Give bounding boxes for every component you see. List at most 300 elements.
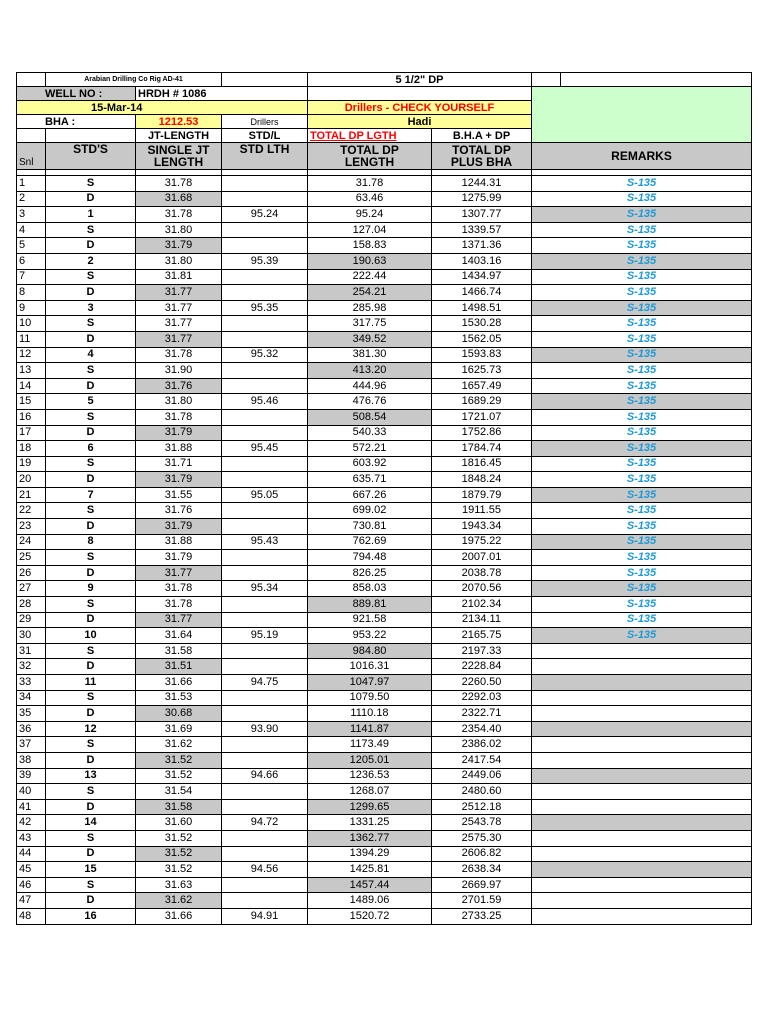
stand-cell: D bbox=[46, 612, 136, 628]
remark-cell: S-135 bbox=[532, 285, 752, 301]
total-plus-bha-cell: 1975.22 bbox=[432, 534, 532, 550]
total-dp-bha-header-line2: PLUS BHA bbox=[450, 155, 513, 169]
total-dp-cell: 381.30 bbox=[308, 347, 432, 363]
stand-cell: 16 bbox=[46, 908, 136, 924]
remark-cell: S-135 bbox=[532, 456, 752, 472]
joint-length-cell: 31.66 bbox=[136, 908, 222, 924]
remark-cell: S-135 bbox=[532, 597, 752, 613]
stand-length-cell bbox=[222, 269, 308, 285]
stand-length-cell bbox=[222, 191, 308, 207]
remark-cell: S-135 bbox=[532, 269, 752, 285]
joint-length-cell: 31.80 bbox=[136, 253, 222, 269]
serial-cell: 16 bbox=[17, 409, 46, 425]
table-row bbox=[17, 846, 752, 862]
stds-header: STD'S bbox=[46, 143, 136, 170]
total-dp-cell: 953.22 bbox=[308, 628, 432, 644]
stand-cell: S bbox=[46, 316, 136, 332]
total-dp-cell: 1110.18 bbox=[308, 706, 432, 722]
stand-length-cell bbox=[222, 331, 308, 347]
remarks-header: REMARKS bbox=[532, 143, 752, 170]
serial-cell: 20 bbox=[17, 472, 46, 488]
remark-cell: S-135 bbox=[532, 176, 752, 192]
total-plus-bha-cell: 2543.78 bbox=[432, 815, 532, 831]
drillers-label: Drillers bbox=[222, 115, 308, 129]
joint-length-cell: 31.69 bbox=[136, 721, 222, 737]
stand-length-cell: 94.72 bbox=[222, 815, 308, 831]
table-row bbox=[17, 830, 752, 846]
total-dp-cell: 1016.31 bbox=[308, 659, 432, 675]
well-no-value: HRDH # 1086 bbox=[136, 87, 308, 101]
total-dp-cell: 699.02 bbox=[308, 503, 432, 519]
serial-cell: 44 bbox=[17, 846, 46, 862]
stand-length-cell bbox=[222, 316, 308, 332]
joint-length-cell: 31.79 bbox=[136, 519, 222, 535]
remark-cell bbox=[532, 862, 752, 878]
remark-cell: S-135 bbox=[532, 472, 752, 488]
table-row bbox=[17, 191, 752, 207]
serial-cell: 13 bbox=[17, 363, 46, 379]
joint-length-cell: 31.51 bbox=[136, 659, 222, 675]
serial-cell: 18 bbox=[17, 441, 46, 457]
serial-cell: 15 bbox=[17, 394, 46, 410]
bha-label: BHA : bbox=[17, 115, 136, 129]
total-dp-cell: 63.46 bbox=[308, 191, 432, 207]
stand-length-cell bbox=[222, 830, 308, 846]
total-plus-bha-cell: 1625.73 bbox=[432, 363, 532, 379]
single-jt-header-line2: LENGTH bbox=[153, 155, 204, 169]
total-dp-header bbox=[308, 143, 432, 170]
stand-cell: S bbox=[46, 269, 136, 285]
joint-length-cell: 31.80 bbox=[136, 394, 222, 410]
table-row bbox=[17, 347, 752, 363]
total-plus-bha-cell: 2733.25 bbox=[432, 908, 532, 924]
table-row bbox=[17, 643, 752, 659]
total-plus-bha-cell: 2480.60 bbox=[432, 784, 532, 800]
table-row bbox=[17, 409, 752, 425]
total-dp-cell: 1047.97 bbox=[308, 675, 432, 691]
stand-length-cell bbox=[222, 877, 308, 893]
remark-cell bbox=[532, 830, 752, 846]
total-plus-bha-cell: 1371.36 bbox=[432, 238, 532, 254]
stand-cell: S bbox=[46, 503, 136, 519]
jt-length-label: JT-LENGTH bbox=[136, 129, 222, 143]
serial-cell: 26 bbox=[17, 565, 46, 581]
serial-cell: 41 bbox=[17, 799, 46, 815]
remark-cell: S-135 bbox=[532, 207, 752, 223]
stand-length-cell: 94.56 bbox=[222, 862, 308, 878]
total-dp-cell: 1362.77 bbox=[308, 830, 432, 846]
total-dp-cell: 508.54 bbox=[308, 409, 432, 425]
remark-cell: S-135 bbox=[532, 394, 752, 410]
total-dp-cell: 317.75 bbox=[308, 316, 432, 332]
stand-length-cell: 95.39 bbox=[222, 253, 308, 269]
stand-length-cell bbox=[222, 409, 308, 425]
joint-length-cell: 31.54 bbox=[136, 784, 222, 800]
total-plus-bha-cell: 1943.34 bbox=[432, 519, 532, 535]
stand-cell: D bbox=[46, 425, 136, 441]
serial-cell: 6 bbox=[17, 253, 46, 269]
total-plus-bha-cell: 1689.29 bbox=[432, 394, 532, 410]
total-dp-cell: 190.63 bbox=[308, 253, 432, 269]
serial-cell: 31 bbox=[17, 643, 46, 659]
table-row bbox=[17, 472, 752, 488]
stand-length-cell bbox=[222, 659, 308, 675]
bha-dp-label: B.H.A + DP bbox=[432, 129, 532, 143]
table-row bbox=[17, 503, 752, 519]
stand-cell: S bbox=[46, 409, 136, 425]
joint-length-cell: 31.71 bbox=[136, 456, 222, 472]
joint-length-cell: 31.77 bbox=[136, 300, 222, 316]
serial-cell: 1 bbox=[17, 176, 46, 192]
total-dp-cell: 1489.06 bbox=[308, 893, 432, 909]
remark-cell bbox=[532, 815, 752, 831]
serial-cell: 12 bbox=[17, 347, 46, 363]
total-dp-cell: 730.81 bbox=[308, 519, 432, 535]
stand-cell: S bbox=[46, 550, 136, 566]
serial-cell: 45 bbox=[17, 862, 46, 878]
total-dp-cell: 1141.87 bbox=[308, 721, 432, 737]
stand-cell: 11 bbox=[46, 675, 136, 691]
remark-cell bbox=[532, 768, 752, 784]
joint-length-cell: 31.52 bbox=[136, 752, 222, 768]
joint-length-cell: 31.77 bbox=[136, 285, 222, 301]
stand-length-cell bbox=[222, 565, 308, 581]
serial-cell: 28 bbox=[17, 597, 46, 613]
remark-cell bbox=[532, 659, 752, 675]
total-dp-cell: 222.44 bbox=[308, 269, 432, 285]
total-plus-bha-cell: 2134.11 bbox=[432, 612, 532, 628]
remark-cell bbox=[532, 877, 752, 893]
total-dp-cell: 127.04 bbox=[308, 222, 432, 238]
joint-length-cell: 31.76 bbox=[136, 378, 222, 394]
serial-cell: 25 bbox=[17, 550, 46, 566]
total-plus-bha-cell: 1752.86 bbox=[432, 425, 532, 441]
joint-length-cell: 31.77 bbox=[136, 565, 222, 581]
remark-cell bbox=[532, 846, 752, 862]
remark-cell bbox=[532, 784, 752, 800]
total-dp-cell: 1205.01 bbox=[308, 752, 432, 768]
remark-cell bbox=[532, 799, 752, 815]
stand-cell: S bbox=[46, 643, 136, 659]
stand-cell: 5 bbox=[46, 394, 136, 410]
stand-cell: 9 bbox=[46, 581, 136, 597]
stand-cell: 4 bbox=[46, 347, 136, 363]
remark-cell: S-135 bbox=[532, 441, 752, 457]
total-plus-bha-cell: 1403.16 bbox=[432, 253, 532, 269]
total-dp-header-line2: LENGTH bbox=[344, 155, 395, 169]
total-dp-cell: 1425.81 bbox=[308, 862, 432, 878]
table-row bbox=[17, 363, 752, 379]
joint-length-cell: 31.58 bbox=[136, 643, 222, 659]
serial-cell: 36 bbox=[17, 721, 46, 737]
total-dp-cell: 572.21 bbox=[308, 441, 432, 457]
table-row bbox=[17, 565, 752, 581]
total-plus-bha-cell: 1721.07 bbox=[432, 409, 532, 425]
joint-length-cell: 31.78 bbox=[136, 409, 222, 425]
table-row bbox=[17, 441, 752, 457]
serial-cell: 10 bbox=[17, 316, 46, 332]
stand-length-cell bbox=[222, 456, 308, 472]
stand-length-cell bbox=[222, 378, 308, 394]
remark-cell bbox=[532, 643, 752, 659]
joint-length-cell: 31.52 bbox=[136, 862, 222, 878]
total-dp-cell: 921.58 bbox=[308, 612, 432, 628]
table-row bbox=[17, 394, 752, 410]
joint-length-cell: 31.53 bbox=[136, 690, 222, 706]
green-note-box bbox=[532, 87, 752, 143]
remark-cell bbox=[532, 752, 752, 768]
total-dp-cell: 762.69 bbox=[308, 534, 432, 550]
remark-cell: S-135 bbox=[532, 300, 752, 316]
total-dp-cell: 1299.65 bbox=[308, 799, 432, 815]
joint-length-cell: 31.55 bbox=[136, 487, 222, 503]
serial-cell: 42 bbox=[17, 815, 46, 831]
joint-length-cell: 31.62 bbox=[136, 893, 222, 909]
stand-length-cell bbox=[222, 425, 308, 441]
total-plus-bha-cell: 2669.97 bbox=[432, 877, 532, 893]
total-dp-cell: 31.78 bbox=[308, 176, 432, 192]
stand-length-cell: 95.35 bbox=[222, 300, 308, 316]
total-dp-cell: 1394.29 bbox=[308, 846, 432, 862]
table-row bbox=[17, 253, 752, 269]
joint-length-cell: 31.58 bbox=[136, 799, 222, 815]
table-row bbox=[17, 690, 752, 706]
stand-cell: 13 bbox=[46, 768, 136, 784]
table-row bbox=[17, 752, 752, 768]
serial-cell: 46 bbox=[17, 877, 46, 893]
total-plus-bha-cell: 1244.31 bbox=[432, 176, 532, 192]
joint-length-cell: 31.81 bbox=[136, 269, 222, 285]
stand-cell: 3 bbox=[46, 300, 136, 316]
remark-cell: S-135 bbox=[532, 487, 752, 503]
stand-cell: S bbox=[46, 690, 136, 706]
total-plus-bha-cell: 1307.77 bbox=[432, 207, 532, 223]
joint-length-cell: 31.79 bbox=[136, 238, 222, 254]
serial-cell: 4 bbox=[17, 222, 46, 238]
table-row bbox=[17, 862, 752, 878]
table-row bbox=[17, 784, 752, 800]
total-dp-cell: 95.24 bbox=[308, 207, 432, 223]
stand-cell: 6 bbox=[46, 441, 136, 457]
stand-length-cell bbox=[222, 846, 308, 862]
stand-cell: 1 bbox=[46, 207, 136, 223]
remark-cell: S-135 bbox=[532, 628, 752, 644]
remark-cell: S-135 bbox=[532, 565, 752, 581]
remark-cell: S-135 bbox=[532, 316, 752, 332]
stand-cell: S bbox=[46, 737, 136, 753]
std-l-label: STD/L bbox=[222, 129, 308, 143]
total-dp-cell: 635.71 bbox=[308, 472, 432, 488]
stand-cell: 2 bbox=[46, 253, 136, 269]
stand-cell: D bbox=[46, 238, 136, 254]
joint-length-cell: 31.66 bbox=[136, 675, 222, 691]
stand-length-cell: 94.66 bbox=[222, 768, 308, 784]
total-dp-cell: 285.98 bbox=[308, 300, 432, 316]
serial-cell: 47 bbox=[17, 893, 46, 909]
joint-length-cell: 31.77 bbox=[136, 612, 222, 628]
total-plus-bha-cell: 2512.18 bbox=[432, 799, 532, 815]
remark-cell: S-135 bbox=[532, 550, 752, 566]
remark-cell: S-135 bbox=[532, 581, 752, 597]
total-plus-bha-cell: 1339.57 bbox=[432, 222, 532, 238]
table-row bbox=[17, 456, 752, 472]
serial-cell: 33 bbox=[17, 675, 46, 691]
total-dp-cell: 1331.25 bbox=[308, 815, 432, 831]
joint-length-cell: 31.78 bbox=[136, 176, 222, 192]
total-dp-bha-header-line1: TOTAL DP bbox=[452, 143, 511, 157]
table-row bbox=[17, 534, 752, 550]
stand-cell: S bbox=[46, 222, 136, 238]
stand-length-cell bbox=[222, 597, 308, 613]
stand-cell: D bbox=[46, 472, 136, 488]
stand-length-cell bbox=[222, 176, 308, 192]
stand-cell: D bbox=[46, 893, 136, 909]
stand-cell: D bbox=[46, 659, 136, 675]
joint-length-cell: 31.79 bbox=[136, 425, 222, 441]
serial-cell: 23 bbox=[17, 519, 46, 535]
stand-length-cell: 95.05 bbox=[222, 487, 308, 503]
total-plus-bha-cell: 1657.49 bbox=[432, 378, 532, 394]
table-row bbox=[17, 487, 752, 503]
joint-length-cell: 31.78 bbox=[136, 207, 222, 223]
blank-cell bbox=[46, 129, 136, 143]
company-name: Arabian Drilling Co Rig AD-41 bbox=[46, 73, 222, 87]
joint-length-cell: 31.78 bbox=[136, 597, 222, 613]
stand-length-cell bbox=[222, 550, 308, 566]
serial-cell: 14 bbox=[17, 378, 46, 394]
serial-cell: 30 bbox=[17, 628, 46, 644]
joint-length-cell: 31.63 bbox=[136, 877, 222, 893]
joint-length-cell: 31.90 bbox=[136, 363, 222, 379]
remark-cell bbox=[532, 908, 752, 924]
total-plus-bha-cell: 2070.56 bbox=[432, 581, 532, 597]
stand-length-cell bbox=[222, 784, 308, 800]
stand-cell: D bbox=[46, 565, 136, 581]
serial-cell: 34 bbox=[17, 690, 46, 706]
stand-length-cell bbox=[222, 690, 308, 706]
table-row bbox=[17, 768, 752, 784]
std-lth-header: STD LTH bbox=[222, 143, 308, 170]
total-dp-cell: 1173.49 bbox=[308, 737, 432, 753]
total-plus-bha-cell: 2386.02 bbox=[432, 737, 532, 753]
remark-cell: S-135 bbox=[532, 331, 752, 347]
total-plus-bha-cell: 1848.24 bbox=[432, 472, 532, 488]
total-dp-cell: 413.20 bbox=[308, 363, 432, 379]
stand-length-cell bbox=[222, 612, 308, 628]
stand-length-cell: 95.19 bbox=[222, 628, 308, 644]
total-plus-bha-cell: 2292.03 bbox=[432, 690, 532, 706]
serial-cell: 22 bbox=[17, 503, 46, 519]
joint-length-cell: 31.79 bbox=[136, 550, 222, 566]
table-row bbox=[17, 612, 752, 628]
total-dp-cell: 349.52 bbox=[308, 331, 432, 347]
total-plus-bha-cell: 1530.28 bbox=[432, 316, 532, 332]
table-row bbox=[17, 597, 752, 613]
serial-cell: 29 bbox=[17, 612, 46, 628]
table-row bbox=[17, 799, 752, 815]
total-plus-bha-cell: 2228.84 bbox=[432, 659, 532, 675]
total-plus-bha-cell: 1593.83 bbox=[432, 347, 532, 363]
table-row bbox=[17, 908, 752, 924]
joint-length-cell: 31.52 bbox=[136, 830, 222, 846]
total-plus-bha-cell: 2638.34 bbox=[432, 862, 532, 878]
stand-length-cell bbox=[222, 472, 308, 488]
serial-cell: 37 bbox=[17, 737, 46, 753]
stand-cell: D bbox=[46, 799, 136, 815]
serial-cell: 40 bbox=[17, 784, 46, 800]
joint-length-cell: 31.88 bbox=[136, 534, 222, 550]
serial-cell: 19 bbox=[17, 456, 46, 472]
total-dp-cell: 889.81 bbox=[308, 597, 432, 613]
remark-cell: S-135 bbox=[532, 534, 752, 550]
serial-cell: 43 bbox=[17, 830, 46, 846]
joint-length-cell: 31.68 bbox=[136, 191, 222, 207]
total-plus-bha-cell: 1879.79 bbox=[432, 487, 532, 503]
remark-cell: S-135 bbox=[532, 222, 752, 238]
total-dp-lgth-label: TOTAL DP LGTH bbox=[308, 129, 432, 143]
remark-cell: S-135 bbox=[532, 519, 752, 535]
total-dp-cell: 667.26 bbox=[308, 487, 432, 503]
stand-cell: D bbox=[46, 378, 136, 394]
blank-cell bbox=[17, 129, 46, 143]
table-row bbox=[17, 378, 752, 394]
serial-cell: 3 bbox=[17, 207, 46, 223]
remark-cell bbox=[532, 706, 752, 722]
total-plus-bha-cell: 1498.51 bbox=[432, 300, 532, 316]
stand-length-cell bbox=[222, 799, 308, 815]
stand-cell: D bbox=[46, 846, 136, 862]
total-plus-bha-cell: 2165.75 bbox=[432, 628, 532, 644]
stand-cell: S bbox=[46, 877, 136, 893]
stand-cell: S bbox=[46, 784, 136, 800]
total-dp-cell: 858.03 bbox=[308, 581, 432, 597]
warning-cell: Drillers - CHECK YOURSELF bbox=[308, 101, 532, 115]
stand-cell: D bbox=[46, 519, 136, 535]
stand-cell: S bbox=[46, 456, 136, 472]
remark-cell: S-135 bbox=[532, 409, 752, 425]
total-plus-bha-cell: 1562.05 bbox=[432, 331, 532, 347]
remark-cell bbox=[532, 893, 752, 909]
table-row bbox=[17, 659, 752, 675]
serial-cell: 9 bbox=[17, 300, 46, 316]
total-dp-cell: 1268.07 bbox=[308, 784, 432, 800]
table-row bbox=[17, 285, 752, 301]
stand-length-cell bbox=[222, 519, 308, 535]
drill-pipe-tally-sheet bbox=[16, 72, 751, 925]
stand-cell: 12 bbox=[46, 721, 136, 737]
total-plus-bha-cell: 1466.74 bbox=[432, 285, 532, 301]
table-row bbox=[17, 269, 752, 285]
table-row bbox=[17, 706, 752, 722]
total-plus-bha-cell: 2575.30 bbox=[432, 830, 532, 846]
date-cell: 15-Mar-14 bbox=[17, 101, 308, 115]
joint-length-cell: 31.77 bbox=[136, 316, 222, 332]
total-plus-bha-cell: 1434.97 bbox=[432, 269, 532, 285]
stand-cell: 14 bbox=[46, 815, 136, 831]
total-plus-bha-cell: 1275.99 bbox=[432, 191, 532, 207]
remark-cell: S-135 bbox=[532, 503, 752, 519]
serial-cell: 17 bbox=[17, 425, 46, 441]
total-plus-bha-cell: 1816.45 bbox=[432, 456, 532, 472]
remark-cell: S-135 bbox=[532, 253, 752, 269]
stand-cell: S bbox=[46, 176, 136, 192]
remark-cell: S-135 bbox=[532, 612, 752, 628]
serial-cell: 38 bbox=[17, 752, 46, 768]
table-row bbox=[17, 675, 752, 691]
stand-length-cell: 95.24 bbox=[222, 207, 308, 223]
total-plus-bha-cell: 2260.50 bbox=[432, 675, 532, 691]
stand-length-cell bbox=[222, 893, 308, 909]
